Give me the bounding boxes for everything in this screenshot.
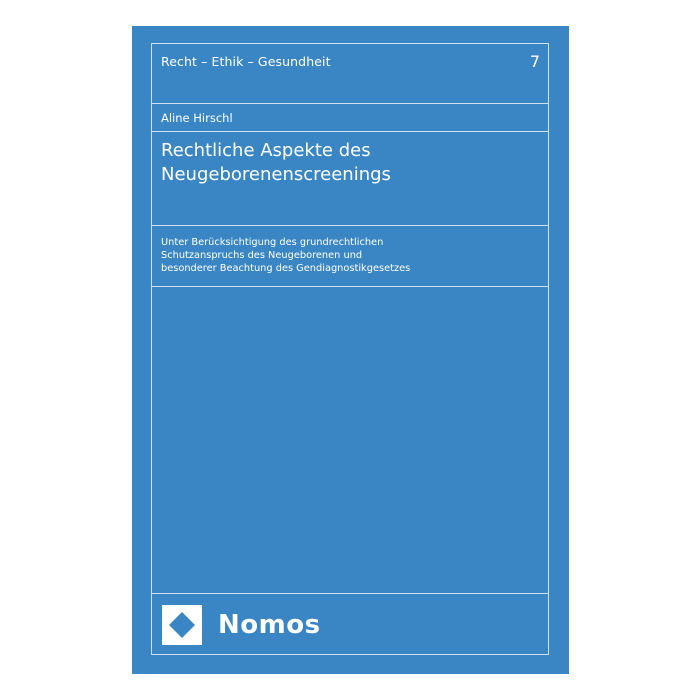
book-title — [161, 139, 531, 187]
publisher-name: Nomos — [218, 610, 321, 640]
divider-subtitle — [152, 286, 548, 287]
subtitle-line-1: Unter Berücksichtigung des grundrechtlichen — [161, 237, 384, 248]
volume-number: 7 — [529, 52, 540, 71]
subtitle-line-2: Schutzanspruchs des Neugeborenen und — [161, 250, 363, 261]
book-title-line-2: Neugeborenenscreenings — [161, 164, 391, 185]
nomos-diamond-logo-icon — [162, 605, 202, 645]
publisher-block — [162, 604, 321, 646]
divider-top — [152, 103, 548, 104]
divider-title — [152, 225, 548, 226]
book-cover — [132, 26, 569, 674]
book-subtitle — [161, 236, 541, 275]
divider-author — [152, 131, 548, 132]
subtitle-line-3: besonderer Beachtung des Gendiagnostikgesetzes — [161, 263, 411, 274]
series-title: Recht – Ethik – Gesundheit — [161, 54, 331, 69]
divider-publisher — [152, 593, 548, 594]
cover-frame — [151, 43, 549, 655]
author-name: Aline Hirschl — [161, 111, 233, 125]
book-title-line-1: Rechtliche Aspekte des — [161, 140, 371, 161]
